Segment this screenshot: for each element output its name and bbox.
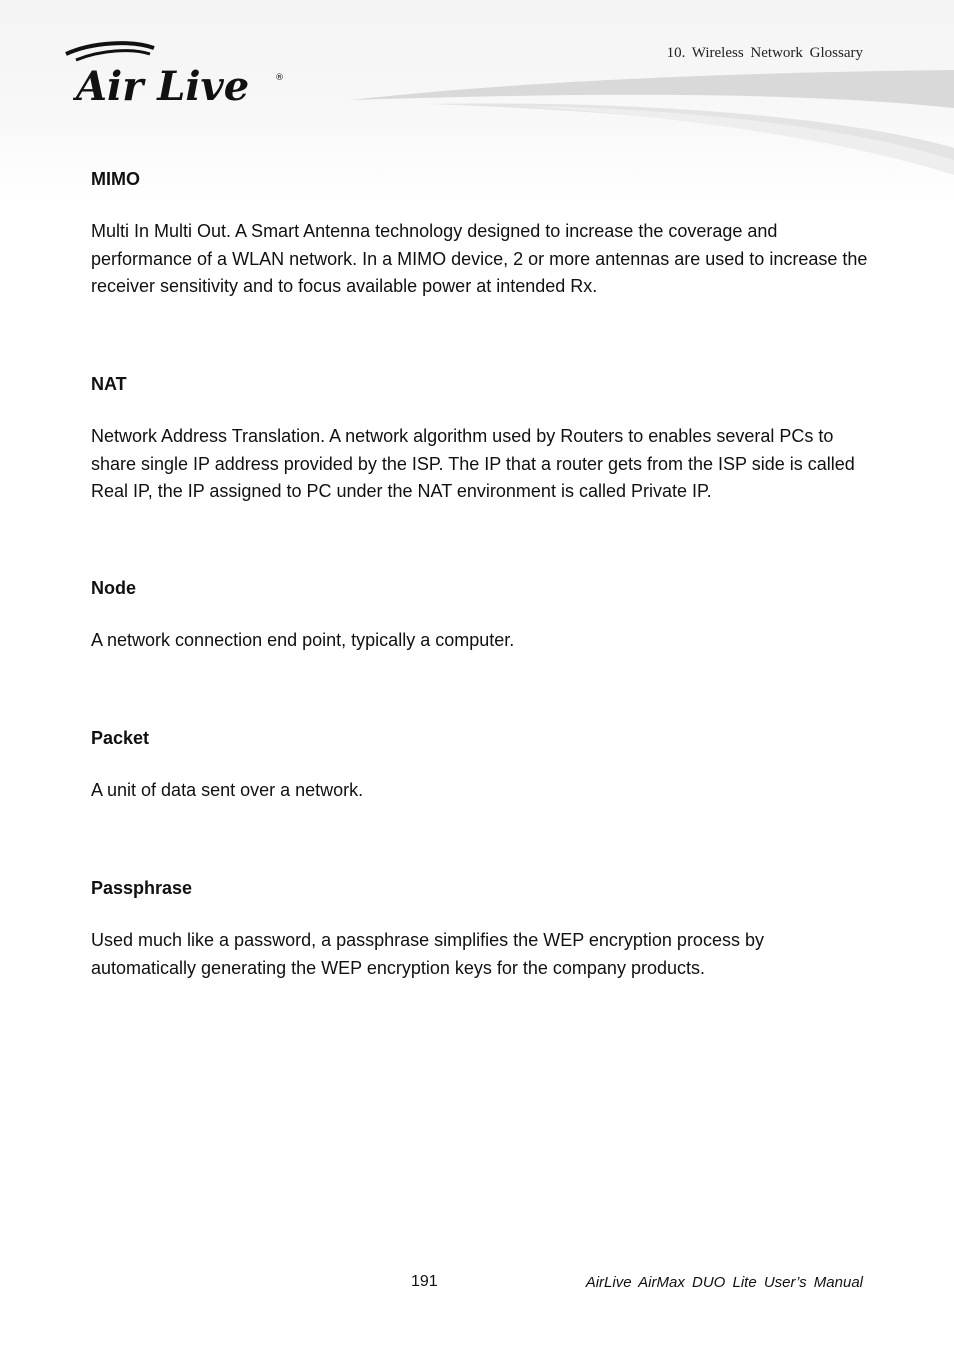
term-definition: Network Address Translation. A network algorithm used by Routers to enables several PCs to share single IP address provided by the ISP. The IP that a router gets from the ISP side is called Real IP, the IP assigned to PC under the NAT environment is called Private IP. [91,426,855,502]
term-heading: NAT [91,374,127,394]
term-heading: MIMO [91,169,140,189]
term-definition: A unit of data sent over a network. [91,780,364,800]
glossary-entry [91,727,871,805]
chapter-title: 10. Wireless Network Glossary [666,45,863,61]
glossary-entry [91,877,871,982]
term-heading: Passphrase [91,878,193,898]
glossary-entry [91,168,871,301]
glossary-entry [91,577,871,655]
svg-text:®: ® [275,73,284,83]
term-definition: A network connection end point, typically a computer. [91,630,515,650]
manual-title: AirLive AirMax DUO Lite User’s Manual [585,1274,863,1291]
term-heading: Packet [91,728,150,748]
term-definition: Used much like a password, a passphrase simplifies the WEP encryption process by automatically generating the WEP encryption keys for the company products. [91,930,764,978]
glossary-entry [91,373,871,506]
term-heading: Node [91,578,136,598]
airlive-logo [62,40,292,110]
page-number: 191 [411,1273,438,1290]
logo-wordmark: Air Live [76,63,250,110]
term-definition: Multi In Multi Out. A Smart Antenna technology designed to increase the coverage and performance of a WLAN network. In a MIMO device, 2 or more antennas are used to increase the receiver sensitivity and to focus available power at intended Rx. [91,221,868,297]
